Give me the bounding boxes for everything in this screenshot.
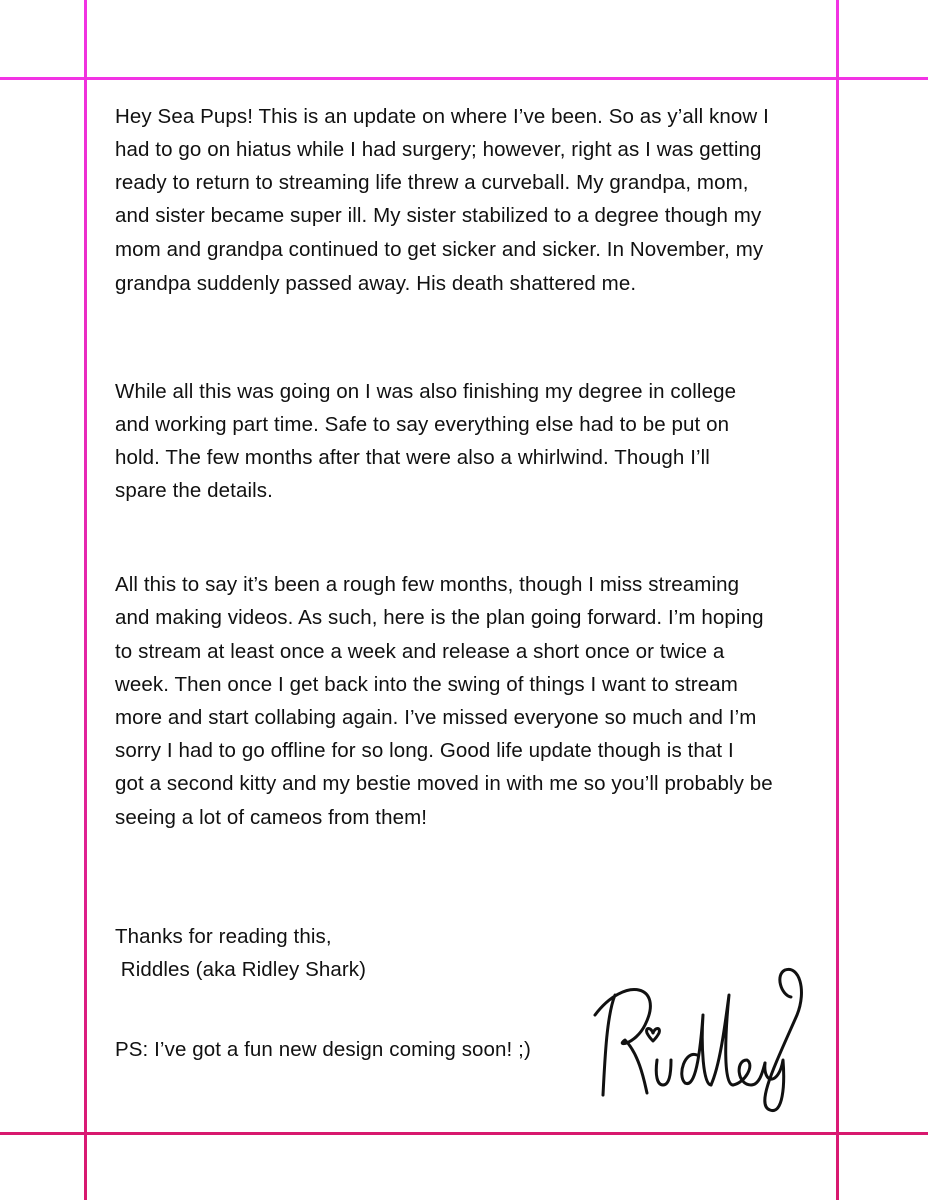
bottom-border-line: [0, 1132, 928, 1135]
text-line: seeing a lot of cameos from them!: [115, 806, 428, 829]
text-line: Hey Sea Pups! This is an update on where I’ve been. So as y’all know I: [115, 105, 769, 128]
text-line: and sister became super ill. My sister stabilized to a degree though my: [115, 204, 762, 227]
text-line: grandpa suddenly passed away. His death shattered me.: [115, 272, 637, 295]
text-line: got a second kitty and my bestie moved in with me so you’ll probably be: [115, 772, 773, 795]
text-line: week. Then once I get back into the swing of things I want to stream: [115, 673, 738, 696]
text-line: spare the details.: [115, 479, 273, 502]
signature-ridley: [585, 935, 815, 1115]
text-line: ready to return to streaming life threw a curveball. My grandpa, mom,: [115, 171, 749, 194]
text-line: had to go on hiatus while I had surgery; however, right as I was getting: [115, 138, 762, 161]
text-line: more and start collabing again. I’ve missed everyone so much and I’m: [115, 706, 757, 729]
author-name: Riddles (aka Ridley Shark): [115, 958, 367, 981]
ps-line: PS: I’ve got a fun new design coming soon! ;): [115, 1038, 531, 1061]
text-line: mom and grandpa continued to get sicker and sicker. In November, my: [115, 238, 764, 261]
closing-line: Thanks for reading this,: [115, 925, 332, 948]
right-border-line: [836, 0, 839, 1200]
text-line: While all this was going on I was also finishing my degree in college: [115, 380, 737, 403]
text-line: All this to say it’s been a rough few months, though I miss streaming: [115, 573, 740, 596]
text-line: and making videos. As such, here is the plan going forward. I’m hoping: [115, 606, 764, 629]
text-line: and working part time. Safe to say everything else had to be put on: [115, 413, 730, 436]
text-line: sorry I had to go offline for so long. Good life update though is that I: [115, 739, 734, 762]
text-line: hold. The few months after that were also a whirlwind. Though I’ll: [115, 446, 710, 469]
left-border-line: [84, 0, 87, 1200]
top-border-line: [0, 77, 928, 80]
text-line: to stream at least once a week and release a short once or twice a: [115, 640, 725, 663]
